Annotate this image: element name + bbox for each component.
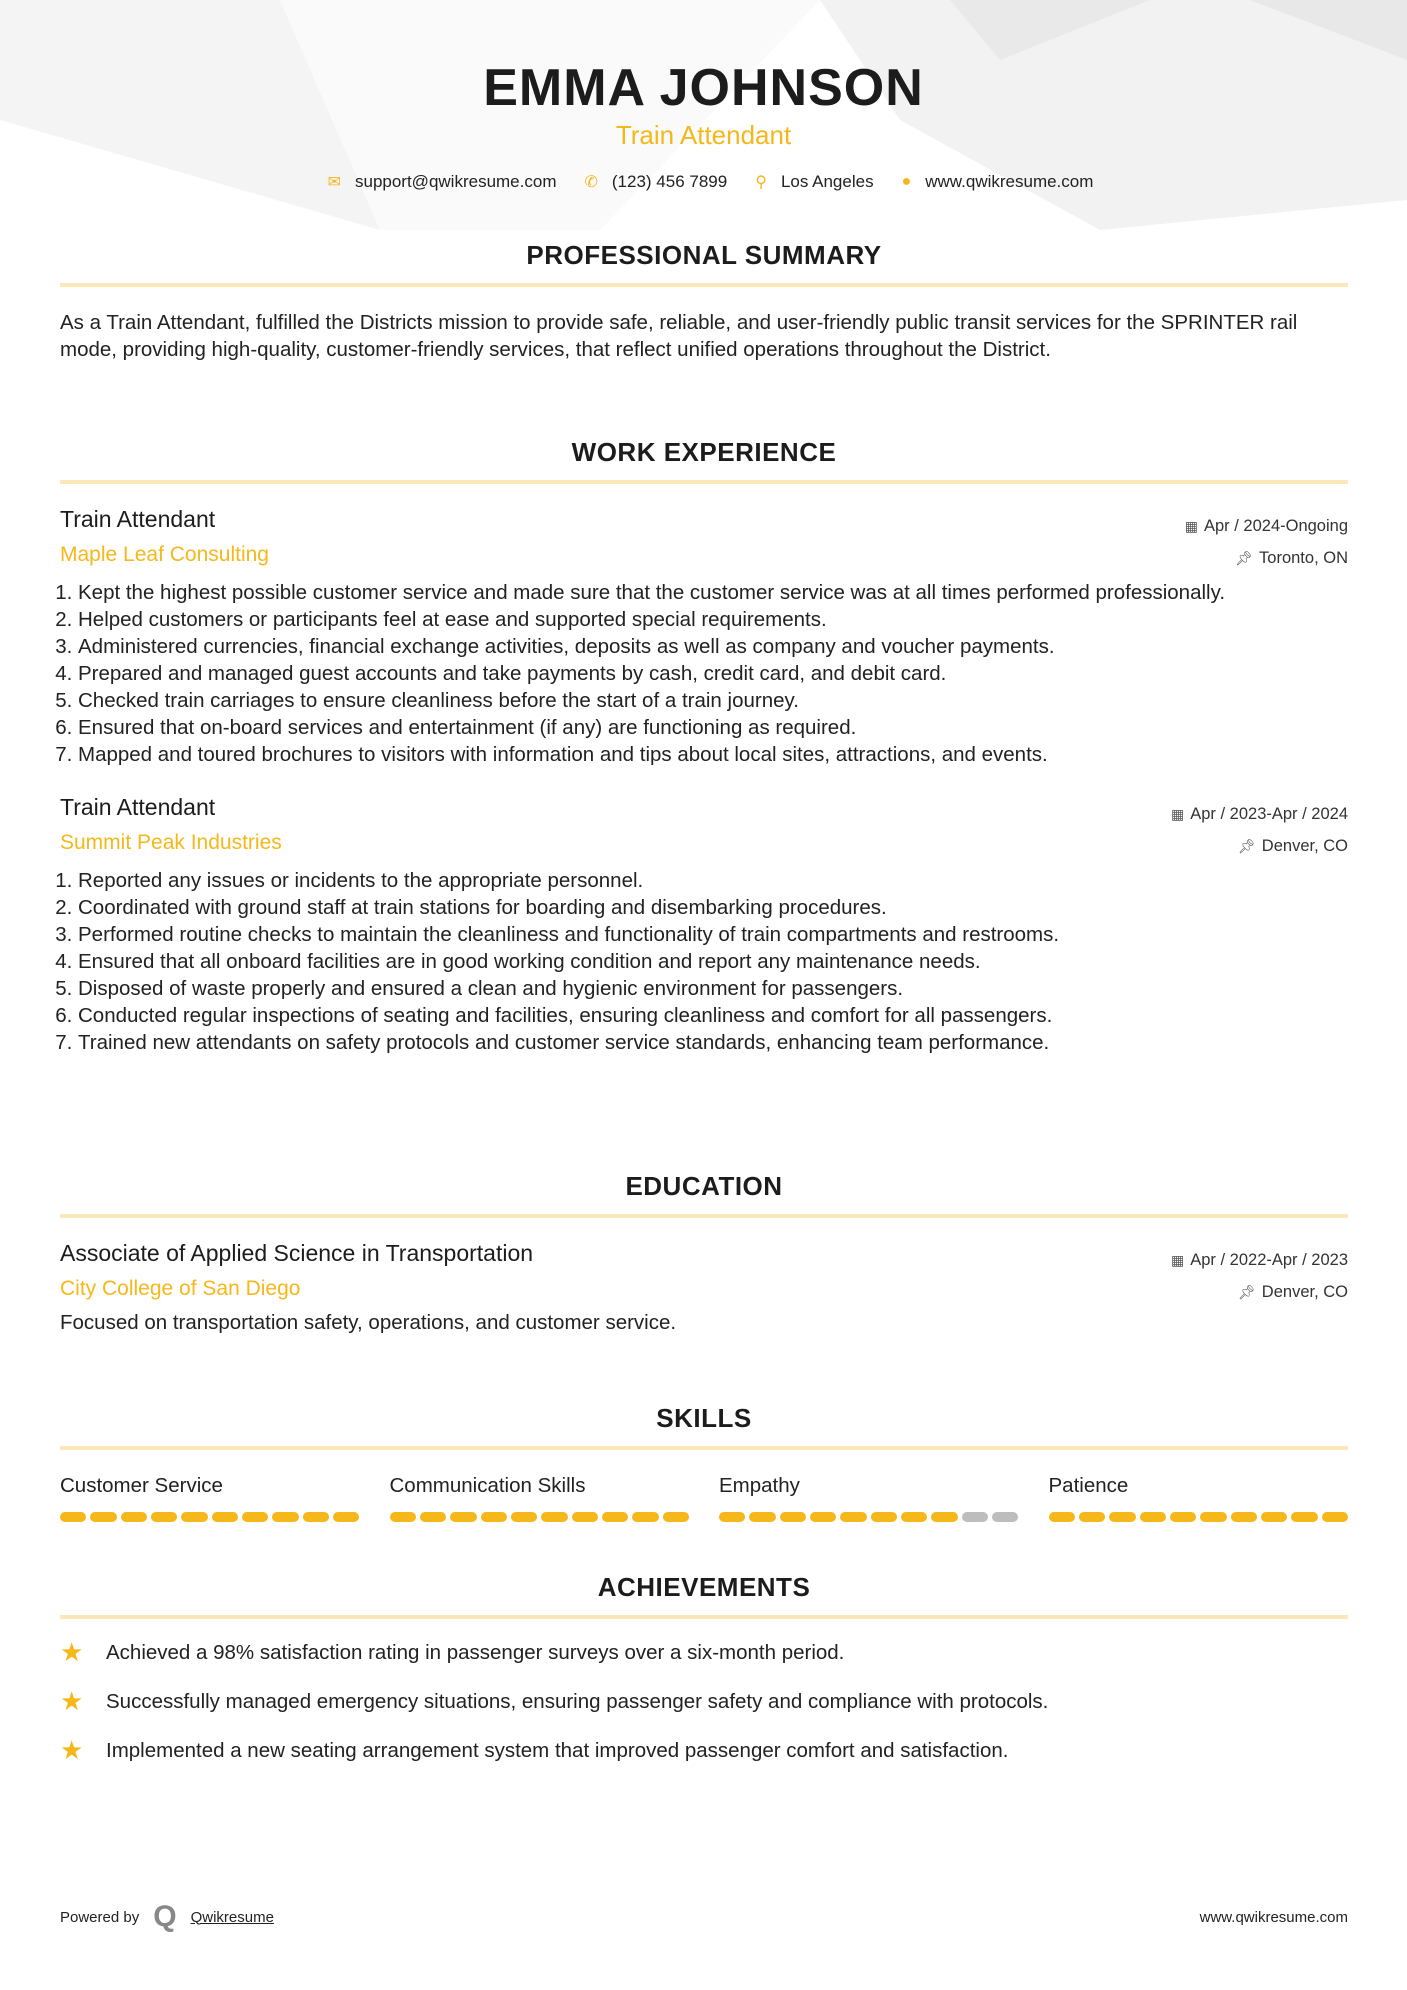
skill-dot [420, 1512, 446, 1522]
skill-dot [1261, 1512, 1287, 1522]
job-entry [60, 506, 1348, 768]
location: Los Angeles [780, 172, 874, 191]
skill-item [60, 1474, 360, 1522]
skill-name: Patience [1048, 1474, 1129, 1497]
list-item: 7. Mapped and toured brochures to visitors with information and tips about local sites, attractions, and events. [78, 741, 1348, 768]
globe-icon: ● [901, 173, 912, 190]
skill-dot [1322, 1512, 1348, 1522]
pin-icon: 📌︎ [1238, 838, 1256, 854]
phone: (123) 456 7899 [611, 172, 728, 191]
experience-section [60, 437, 1348, 1056]
achievement-text: Achieved a 98% satisfaction rating in passenger surveys over a six-month period. [106, 1640, 845, 1664]
list-item: 5. Checked train carriages to ensure cleanliness before the start of a train journey. [78, 687, 1348, 714]
footer-website[interactable]: www.qwikresume.com [1199, 1908, 1348, 1926]
skill-dot [663, 1512, 689, 1522]
education-entry [60, 1240, 1348, 1336]
skill-dot [333, 1512, 359, 1522]
section-heading: ACHIEVEMENTS [597, 1572, 811, 1602]
skill-dot [602, 1512, 628, 1522]
education-description: Focused on transportation safety, operations, and customer service. [60, 1311, 677, 1334]
skill-dot [719, 1512, 745, 1522]
divider [60, 283, 1348, 287]
list-item: 1. Kept the highest possible customer service and made sure that the customer service was at all times performed professionally. [78, 579, 1348, 606]
skill-item [1049, 1474, 1349, 1522]
skill-level-bar [719, 1512, 1019, 1522]
skill-dot [810, 1512, 836, 1522]
email[interactable]: support@qwikresume.com [354, 172, 557, 191]
skill-dot [1140, 1512, 1166, 1522]
name: EMMA JOHNSON [483, 59, 924, 117]
skill-dot [242, 1512, 268, 1522]
summary-text: As a Train Attendant, fulfilled the Districts mission to provide safe, reliable, and user-friendly public transit services for the SPRINTER rail mode, providing high-quality, customer-friendly services, that reflect unified operations throughout the District. [60, 311, 1298, 361]
pin-icon: 📌︎ [1235, 550, 1254, 566]
list-item: 4. Prepared and managed guest accounts and take payments by cash, credit card, and debit card. [78, 660, 1348, 687]
pin-icon: 📌︎ [1238, 1284, 1256, 1300]
school: City College of San Diego [60, 1277, 301, 1300]
skill-dot [90, 1512, 116, 1522]
list-item: 4. Ensured that all onboard facilities are in good working condition and report any maintenance needs. [78, 948, 1348, 975]
skill-dot [1200, 1512, 1226, 1522]
skill-dot [121, 1512, 147, 1522]
dates: Apr / 2022-Apr / 2023 [1190, 1251, 1348, 1269]
achievement-item [60, 1686, 1348, 1717]
duties-list [60, 579, 1348, 768]
skill-dot [481, 1512, 507, 1522]
star-icon: ★ [60, 1735, 84, 1765]
achievement-text: Implemented a new seating arrangement system that improved passenger comfort and satisfaction. [106, 1738, 1009, 1762]
skills-section [60, 1403, 1348, 1522]
skill-dot [992, 1512, 1018, 1522]
list-item: 7. Trained new attendants on safety protocols and customer service standards, enhancing team performance. [78, 1029, 1348, 1056]
skill-dot [901, 1512, 927, 1522]
skill-level-bar [60, 1512, 360, 1522]
skill-level-bar [1049, 1512, 1349, 1522]
dates: Apr / 2023-Apr / 2024 [1190, 805, 1348, 823]
skill-level-bar [390, 1512, 690, 1522]
skill-dot [962, 1512, 988, 1522]
skill-dot [511, 1512, 537, 1522]
skill-item [719, 1474, 1019, 1522]
skill-item [390, 1474, 690, 1522]
location-pin-icon: ⚲ [755, 174, 767, 191]
skill-dot [1109, 1512, 1135, 1522]
list-item: 2. Helped customers or participants feel at ease and supported special requirements. [78, 606, 1348, 633]
list-item: 1. Reported any issues or incidents to the appropriate personnel. [78, 867, 1348, 894]
skill-dot [60, 1512, 86, 1522]
skill-name: Customer Service [60, 1474, 223, 1497]
divider [60, 1615, 1348, 1619]
list-item: 6. Ensured that on-board services and entertainment (if any) are functioning as required. [78, 714, 1348, 741]
email-icon: ✉ [327, 174, 341, 191]
skill-name: Empathy [719, 1474, 800, 1497]
location: Denver, CO [1261, 837, 1348, 855]
list-item: 2. Coordinated with ground staff at train stations for boarding and disembarking procedures. [78, 894, 1348, 921]
skill-dot [541, 1512, 567, 1522]
skill-dot [1170, 1512, 1196, 1522]
skill-dot [390, 1512, 416, 1522]
duties-list [60, 867, 1348, 1056]
location: Denver, CO [1261, 1283, 1348, 1301]
job-entry [60, 794, 1348, 1056]
achievement-item [60, 1735, 1348, 1766]
calendar-icon: ▦ [1184, 518, 1198, 534]
skill-dot [931, 1512, 957, 1522]
divider [60, 1446, 1348, 1450]
calendar-icon: ▦ [1171, 1252, 1185, 1268]
powered-by: Powered by [60, 1908, 140, 1926]
skill-dot [749, 1512, 775, 1522]
skill-dot [871, 1512, 897, 1522]
star-icon: ★ [60, 1686, 84, 1716]
skill-dot [151, 1512, 177, 1522]
qwikresume-logo-icon: Q [153, 1900, 177, 1933]
skill-dot [1079, 1512, 1105, 1522]
skill-dot [840, 1512, 866, 1522]
list-item: 6. Conducted regular inspections of seating and facilities, ensuring cleanliness and comfort for all passengers. [78, 1002, 1348, 1029]
section-heading: WORK EXPERIENCE [571, 437, 837, 467]
location: Toronto, ON [1259, 549, 1348, 567]
divider [60, 480, 1348, 484]
brand-link[interactable]: Qwikresume [190, 1908, 274, 1926]
skill-dot [212, 1512, 238, 1522]
skill-dot [632, 1512, 658, 1522]
skill-dot [1049, 1512, 1075, 1522]
list-item: 5. Disposed of waste properly and ensured a clean and hygienic environment for passengers. [78, 975, 1348, 1002]
dates: Apr / 2024-Ongoing [1203, 517, 1348, 535]
skill-dot [1231, 1512, 1257, 1522]
skill-dot [780, 1512, 806, 1522]
skill-dot [303, 1512, 329, 1522]
calendar-icon: ▦ [1171, 806, 1185, 822]
achievement-item [60, 1637, 1348, 1668]
skill-dot [181, 1512, 207, 1522]
skill-dot [272, 1512, 298, 1522]
education-section [60, 1171, 1348, 1336]
skill-dot [450, 1512, 476, 1522]
achievement-text: Successfully managed emergency situations, ensuring passenger safety and compliance with protocols. [106, 1689, 1049, 1713]
footer [60, 1900, 1348, 1934]
phone-icon: ✆ [584, 174, 598, 191]
company: Maple Leaf Consulting [60, 543, 269, 566]
degree: Associate of Applied Science in Transportation [60, 1240, 534, 1266]
job-title: Train Attendant [60, 794, 216, 820]
skill-dot [1291, 1512, 1317, 1522]
job-title: Train Attendant [60, 506, 216, 532]
star-icon: ★ [60, 1637, 84, 1667]
divider [60, 1214, 1348, 1218]
list-item: 3. Administered currencies, financial exchange activities, deposits as well as company and voucher payments. [78, 633, 1348, 660]
job-title: Train Attendant [615, 120, 792, 150]
skill-name: Communication Skills [389, 1474, 586, 1497]
contact-bar [0, 172, 1407, 192]
summary-section [60, 240, 1348, 363]
section-heading: SKILLS [656, 1403, 752, 1433]
company: Summit Peak Industries [60, 831, 282, 854]
section-heading: EDUCATION [625, 1171, 783, 1201]
list-item: 3. Performed routine checks to maintain the cleanliness and functionality of train compartments and restrooms. [78, 921, 1348, 948]
achievements-section [60, 1572, 1348, 1766]
website[interactable]: www.qwikresume.com [925, 172, 1094, 191]
section-heading: PROFESSIONAL SUMMARY [526, 240, 882, 270]
skill-dot [572, 1512, 598, 1522]
